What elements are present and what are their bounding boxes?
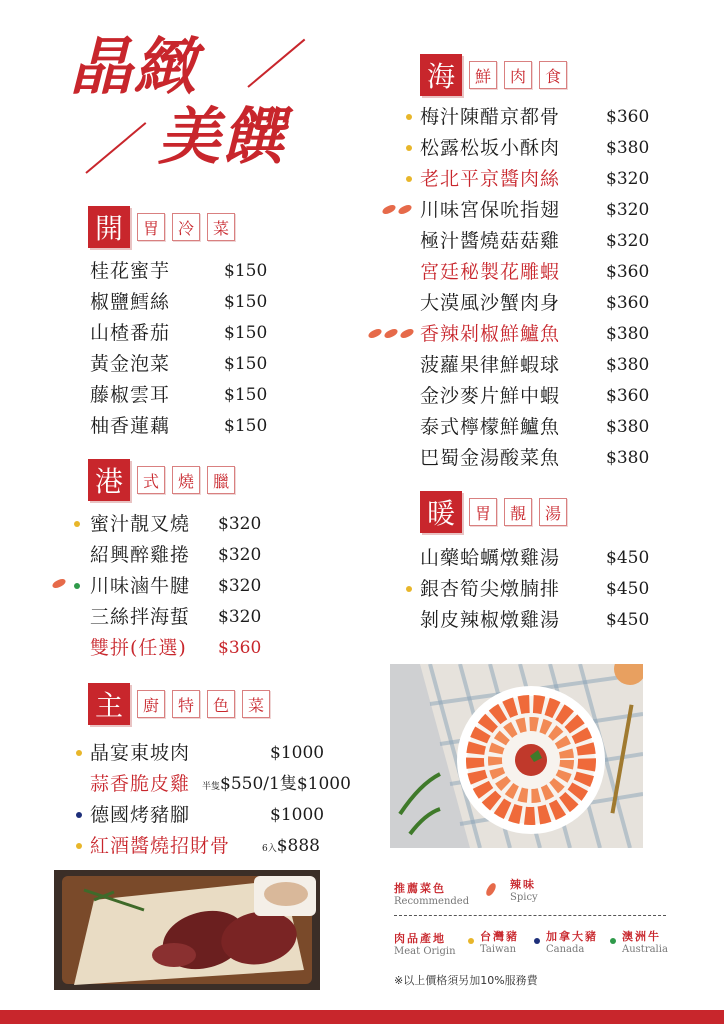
chili-pepper-icon [51,577,67,589]
section-small-char: 胃 [469,498,497,526]
menu-item-name: 巴蜀金湯酸菜魚 [420,447,561,469]
menu-item-price: $380 [606,448,650,468]
legend-australia: 澳洲牛 [622,930,661,943]
legend-divider [394,915,666,916]
menu-item-price: $320 [218,576,262,596]
section-small-char: 胃 [137,213,165,241]
menu-item-price: $360 [606,262,650,282]
menu-item-price: $360 [606,386,650,406]
section-small-char: 靚 [504,498,532,526]
menu-item-name: 三絲拌海蜇 [90,606,191,628]
section-header-soup [420,491,567,533]
menu-item-price: $320 [606,169,650,189]
menu-item-price [202,769,351,802]
menu-item-price: $150 [224,385,268,405]
australia-dot-icon [74,583,80,589]
section-small-char: 菜 [207,213,235,241]
section-small-char: 色 [207,690,235,718]
menu-item-price-value: $888 [276,836,320,856]
menu-item-price: $360 [218,638,262,658]
legend-origin-en: Meat Origin [394,946,456,957]
shrimp-plate-illustration [390,664,643,848]
menu-item-price [262,831,320,864]
section-small-char: 特 [172,690,200,718]
menu-item-name: 晶宴東坡肉 [90,742,191,764]
roast-meat-illustration [54,870,320,990]
menu-item-price: $450 [606,579,650,599]
menu-item-name: 泰式檸檬鮮鱸魚 [420,416,561,438]
section-small-char: 廚 [137,690,165,718]
menu-item-price: $450 [606,548,650,568]
menu-item-name: 雙拼(任選) [90,637,187,659]
menu-item-name: 金沙麥片鮮中蝦 [420,385,561,407]
service-charge-note: ※以上價格須另加10%服務費 [394,974,538,987]
menu-item-price: $1000 [270,743,325,763]
legend-recommended-en: Recommended [394,896,470,907]
taiwan-dot-icon [76,750,82,756]
menu-item-name: 柚香蓮藕 [90,415,171,437]
menu-item-price: $360 [606,107,650,127]
menu-item-name: 蒜香脆皮雞 [90,773,191,795]
menu-item-note: 6入 [262,844,277,854]
menu-item-price: $320 [218,514,262,534]
section-small-char: 燒 [172,466,200,494]
menu-item-price: $380 [606,138,650,158]
menu-item-name: 老北平京醬肉絲 [420,168,561,190]
chili-pepper-icon [383,327,399,339]
menu-item-name: 大漠風沙蟹肉身 [420,292,561,314]
menu-item-name: 剝皮辣椒燉雞湯 [420,609,561,631]
canada-dot-icon [534,938,540,944]
menu-item-name: 德國烤豬腳 [90,804,191,826]
menu-item-price: $320 [606,231,650,251]
menu-item-price: $380 [606,324,650,344]
section-header-cold [88,206,235,248]
section-small-char: 肉 [504,61,532,89]
menu-item-name: 椒鹽鱈絲 [90,291,171,313]
section-big-char: 主 [88,683,130,725]
title-line-2: 美饌 [158,100,287,173]
menu-item-price: $450 [606,610,650,630]
legend-spicy-en: Spicy [510,892,538,903]
legend-origin: 肉品產地 [394,932,446,945]
shrimp-plate-photo [390,664,643,848]
taiwan-dot-icon [406,145,412,151]
menu-item-price-value: $550/1隻$1000 [220,774,351,794]
roast-meat-photo [54,870,320,990]
menu-item-name: 黃金泡菜 [90,353,171,375]
taiwan-dot-icon [406,586,412,592]
section-header-hk [88,459,235,501]
legend-recommended: 推薦菜色 [394,882,446,895]
menu-item-name: 藤椒雲耳 [90,384,171,406]
legend-australia-en: Australia [622,944,668,955]
section-small-char: 冷 [172,213,200,241]
footer-bar [0,1010,724,1024]
menu-item-name: 銀杏筍尖燉腩排 [420,578,561,600]
legend-spicy: 辣味 [510,878,536,891]
legend-canada: 加拿大豬 [546,930,598,943]
legend-taiwan-en: Taiwan [480,944,517,955]
section-small-char: 食 [539,61,567,89]
menu-item-name: 紅酒醬燒招財骨 [90,835,231,857]
taiwan-dot-icon [406,114,412,120]
taiwan-dot-icon [76,843,82,849]
menu-item-name: 香辣剁椒鮮鱸魚 [420,323,561,345]
menu-item-name: 梅汁陳醋京都骨 [420,106,561,128]
menu-item-name: 菠蘿果律鮮蝦球 [420,354,561,376]
menu-item-price: $150 [224,354,268,374]
title-slash-top [247,39,305,88]
menu-item-price: $360 [606,293,650,313]
menu-item-price: $320 [218,607,262,627]
menu-item-name: 極汁醬燒菇菇雞 [420,230,561,252]
menu-item-note: 半隻 [202,782,221,792]
canada-dot-icon [76,812,82,818]
taiwan-dot-icon [74,521,80,527]
menu-item-name: 紹興醉雞捲 [90,544,191,566]
legend-canada-en: Canada [546,944,585,955]
menu-item-name: 桂花蜜芋 [90,260,171,282]
legend-taiwan: 台灣豬 [480,930,519,943]
section-big-char: 暖 [420,491,462,533]
menu-item-price: $380 [606,355,650,375]
menu-item-name: 川味滷牛腱 [90,575,191,597]
menu-item-name: 蜜汁靚叉燒 [90,513,191,535]
menu-item-price: $150 [224,323,268,343]
australia-dot-icon [610,938,616,944]
title-line-1: 晶緻 [70,30,199,103]
section-small-char: 臘 [207,466,235,494]
taiwan-dot-icon [468,938,474,944]
section-big-char: 海 [420,54,462,96]
menu-item-price: $150 [224,416,268,436]
section-small-char: 鮮 [469,61,497,89]
menu-item-price: $320 [218,545,262,565]
taiwan-dot-icon [406,176,412,182]
title-slash-bottom [85,122,146,174]
chili-pepper-icon [367,327,383,339]
menu-item-price: $150 [224,292,268,312]
section-small-char: 式 [137,466,165,494]
menu-item-name: 川味宮保吮指翅 [420,199,561,221]
menu-item-name: 松露松坂小酥肉 [420,137,561,159]
chili-pepper-icon [399,327,415,339]
chili-pepper-icon [381,203,397,215]
menu-item-price: $150 [224,261,268,281]
menu-item-name: 山藥蛤蠣燉雞湯 [420,547,561,569]
section-big-char: 港 [88,459,130,501]
menu-item-price: $320 [606,200,650,220]
menu-item-price: $380 [606,417,650,437]
section-big-char: 開 [88,206,130,248]
menu-item-price: $1000 [270,805,325,825]
menu-item-name: 山楂番茄 [90,322,171,344]
chili-pepper-icon [484,882,497,898]
menu-item-name: 宮廷秘製花雕蝦 [420,261,561,283]
section-header-sea [420,54,567,96]
section-small-char: 菜 [242,690,270,718]
section-small-char: 湯 [539,498,567,526]
section-header-chef [88,683,270,725]
chili-pepper-icon [397,203,413,215]
